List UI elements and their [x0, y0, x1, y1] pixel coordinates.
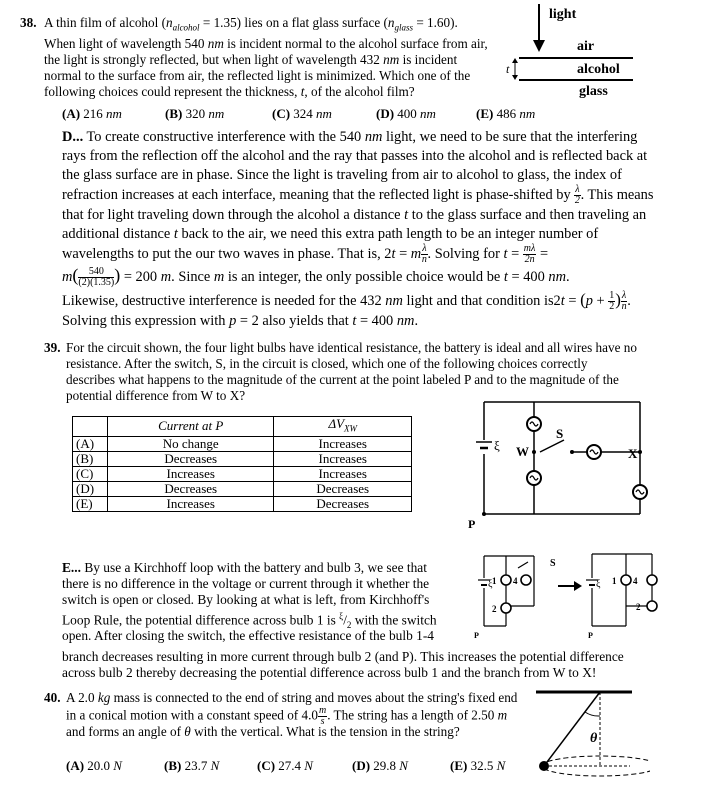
- q38-sol-line-5: that for light traveling down through the alcohol a distance t to the glass surface and then traveling an: [62, 207, 647, 223]
- q38-choice-b[interactable]: (B) 320 nm: [165, 106, 225, 121]
- alcohol-label: alcohol: [577, 62, 620, 77]
- bulb-icon: [633, 485, 647, 499]
- mass-icon: [539, 761, 549, 771]
- light-label: light: [549, 7, 577, 22]
- q38-sol-line-6: additional distance t back to the air, we need this extra path length to be an integer number of: [62, 226, 599, 242]
- q39-answer-table: [72, 416, 412, 512]
- emf-label: ξ: [488, 579, 493, 590]
- q39-sol-line-4: Loop Rule, the potential difference across bulb 1 is $^\xi/_2$ with the switch: [62, 611, 437, 631]
- bulb-icon: [647, 601, 657, 611]
- q38-choice-c[interactable]: (C) 324 nm: [272, 106, 332, 121]
- p-label: P: [588, 631, 593, 640]
- p-label: P: [468, 517, 476, 531]
- q39-table-row[interactable]: [73, 451, 412, 466]
- q39-before-after-diagram: [470, 548, 670, 644]
- q38-stem-line-5: following choices could represent the thickness, t, of the alcohol film?: [44, 83, 415, 99]
- x-label: X: [628, 446, 638, 461]
- q39-row-voltage: Decreases: [274, 496, 412, 511]
- q38-answer-letter: D...: [62, 129, 84, 145]
- q39-table-header-voltage: $\Delta V_{XW}$: [274, 417, 412, 437]
- q40-choice-c[interactable]: (C) 27.4 N: [257, 758, 313, 773]
- q38-sol-line-4: refraction increases at each interface, meaning that the reflected light is phase-shifted by $\frac{\lambda}{2}$ . This means: [62, 184, 654, 206]
- string-line: [544, 692, 600, 766]
- q38-choice-d[interactable]: (D) 400 nm: [376, 106, 436, 121]
- q39-row-letter: (B): [73, 451, 108, 466]
- q40-choice-b[interactable]: (B) 23.7 N: [164, 758, 220, 773]
- q39-row-voltage: Decreases: [274, 481, 412, 496]
- q40-stem-line-3: and forms an angle of θ with the vertical. What is the tension in the string?: [66, 724, 460, 739]
- bulb-icon: [527, 417, 541, 431]
- q38-stem-line-3: the light is strongly reflected, but when light of wavelength 432 nm is incident: [44, 51, 458, 67]
- q39-row-current: Decreases: [108, 451, 274, 466]
- p-label: P: [474, 631, 479, 640]
- bulb-4-label: 4: [513, 576, 518, 586]
- q38-sol-line-2: rays from the reflection off the alcohol and the ray that passes into the alcohol and is reflected back at: [62, 148, 648, 164]
- q38-sol-line-7: wavelengths to put the our two waves in phase. That is, 2t = m $\frac{\lambda}{n}$ . Solving for t = $\frac{m\lambda}{2n}$ =: [62, 243, 549, 265]
- q39-row-letter: (A): [73, 436, 108, 451]
- q38-sol-line-3: the glass surface are in phase. Since the light is traveling from air to alcohol to glass, the index of: [62, 167, 622, 183]
- angle-arc: [585, 712, 600, 716]
- bulb-icon: [501, 603, 511, 613]
- air-label: air: [577, 39, 595, 54]
- switch-blade: [518, 562, 528, 568]
- q39-sol-line-3: switch is open or closed. By looking at what is left, from Kirchhoff's: [62, 592, 430, 607]
- q39-table-row[interactable]: [73, 496, 412, 511]
- q39-row-letter: (C): [73, 466, 108, 481]
- q39-table-row[interactable]: [73, 436, 412, 451]
- q38-stem-line-2: When light of wavelength 540 nm is incident normal to the alcohol surface from air,: [44, 35, 488, 51]
- q39-row-current: Increases: [108, 466, 274, 481]
- thickness-label: t: [506, 62, 510, 76]
- q39-number: 39.: [44, 340, 61, 355]
- theta-label: θ: [590, 731, 598, 746]
- arrow-right-icon: [574, 581, 582, 591]
- q39-sol-line-7: across bulb 2 thereby decreasing the potential difference across bulb 1 and the branch from W to X!: [62, 665, 597, 680]
- q38-solution: [62, 128, 722, 331]
- q39-table-row[interactable]: [73, 481, 412, 496]
- q39-table-header-current: Current at P: [108, 417, 274, 437]
- q39-row-voltage: Increases: [274, 436, 412, 451]
- q40-conical-pendulum-diagram: [530, 686, 650, 782]
- q39-circuit-diagram: [460, 396, 650, 536]
- q38-choice-a[interactable]: (A) 216 nm: [62, 106, 122, 121]
- q39-stem-line-2: resistance. After the switch, S, in the circuit is closed, which one of the following choices correctly: [66, 356, 588, 371]
- q39-stem: [66, 340, 716, 404]
- q40-choice-d[interactable]: (D) 29.8 N: [352, 758, 408, 773]
- light-arrow-icon: [533, 40, 545, 52]
- q38-stem: [44, 15, 504, 100]
- q40-stem-line-1: A 2.0 kg mass is connected to the end of string and moves about the string's fixed end: [66, 690, 518, 705]
- q38-sol-line-9: Likewise, destructive interference is needed for the 432 nm light and that condition is2t = (p + $\frac{1}{2}$ ) $\frac{\lambda}{n}$ .: [62, 290, 631, 313]
- q39-stem-line-1: For the circuit shown, the four light bulbs have identical resistance, the battery is ideal and all wires have no: [66, 340, 637, 355]
- q38-thin-film-diagram: [505, 2, 635, 102]
- q39-sol-line-5: open. After closing the switch, the effective resistance of the bulb 1-4: [62, 628, 434, 643]
- q40-number: 40.: [44, 690, 61, 705]
- q39-row-current: Decreases: [108, 481, 274, 496]
- thickness-arrow-down-icon: [512, 75, 518, 80]
- q39-sol-line-2: there is no difference in the voltage or current through it whether the: [62, 576, 430, 591]
- q39-table-header-row: [73, 417, 412, 437]
- switch-blade: [540, 440, 564, 452]
- q38-sol-line-8: m( $\frac{540}{(2)(1.35)}$ ) = 200 m. Since m is an integer, the only possible choice would be t = 400 nm.: [62, 265, 570, 289]
- bulb-icon: [587, 445, 601, 459]
- bulb-2-label: 2: [492, 604, 497, 614]
- q39-row-current: Increases: [108, 496, 274, 511]
- q40-choice-a[interactable]: (A) 20.0 N: [66, 758, 122, 773]
- q39-row-letter: (E): [73, 496, 108, 511]
- q39-table-row[interactable]: [73, 466, 412, 481]
- q39-answer-letter: E...: [62, 560, 81, 575]
- q39-row-voltage: Increases: [274, 451, 412, 466]
- bulb-2-label: 2: [636, 602, 641, 612]
- q38-sol-line-1: D... To create constructive interference with the 540 nm light, we need to be sure that the interfering: [62, 129, 638, 145]
- glass-label: glass: [579, 84, 608, 99]
- q39-sol-line-1: E... By use a Kirchhoff loop with the battery and bulb 3, we see that: [62, 560, 427, 575]
- bulb-icon: [647, 575, 657, 585]
- q38-stem-line-4: normal to the surface from air, the reflected light is minimized. Which one of the: [44, 67, 471, 83]
- q38-choice-e[interactable]: (E) 486 nm: [476, 106, 536, 121]
- q38-sol-line-10: Solving this expression with p = 2 also yields that t = 400 nm.: [62, 313, 419, 329]
- q40-stem-line-2: in a conical motion with a constant speed of 4.0 $\frac{m}{s}$ . The string has a length of 2.50 m: [66, 705, 508, 727]
- q39-stem-line-3: describes what happens to the magnitude of the current at the point labeled P and to the magnitude of the: [66, 372, 619, 387]
- w-label: W: [516, 444, 529, 459]
- q38-number: 38.: [20, 15, 37, 30]
- bulb-icon: [501, 575, 511, 585]
- q40-stem: [66, 690, 526, 740]
- q40-choice-e[interactable]: (E) 32.5 N: [450, 758, 506, 773]
- thickness-arrow-up-icon: [512, 58, 518, 63]
- bulb-1-label: 1: [492, 576, 497, 586]
- bulb-icon: [527, 471, 541, 485]
- q39-row-voltage: Increases: [274, 466, 412, 481]
- switch-label: S: [556, 426, 564, 441]
- q39-solution-bottom: [62, 649, 722, 681]
- q39-stem-line-4: potential difference from W to X?: [66, 388, 246, 403]
- q39-row-letter: (D): [73, 481, 108, 496]
- bulb-icon: [621, 575, 631, 585]
- q39-row-current: No change: [108, 436, 274, 451]
- switch-label: S: [550, 558, 556, 569]
- q39-sol-line-6: branch decreases resulting in more current through bulb 2 (and P). This increases the potential difference: [62, 649, 624, 664]
- bulb-4-label: 4: [633, 576, 638, 586]
- q39-table-header-blank: [73, 417, 108, 437]
- q39-solution-top: [62, 560, 462, 644]
- emf-label: ξ: [494, 438, 500, 453]
- bulb-1-label: 1: [612, 576, 617, 586]
- bulb-icon: [521, 575, 531, 585]
- q38-stem-line-1: A thin film of alcohol $(n_{alcohol} = 1.35)$ lies on a flat glass surface $(n_{glass} = 1.60)$.: [44, 15, 458, 33]
- emf-label: ξ: [596, 579, 601, 590]
